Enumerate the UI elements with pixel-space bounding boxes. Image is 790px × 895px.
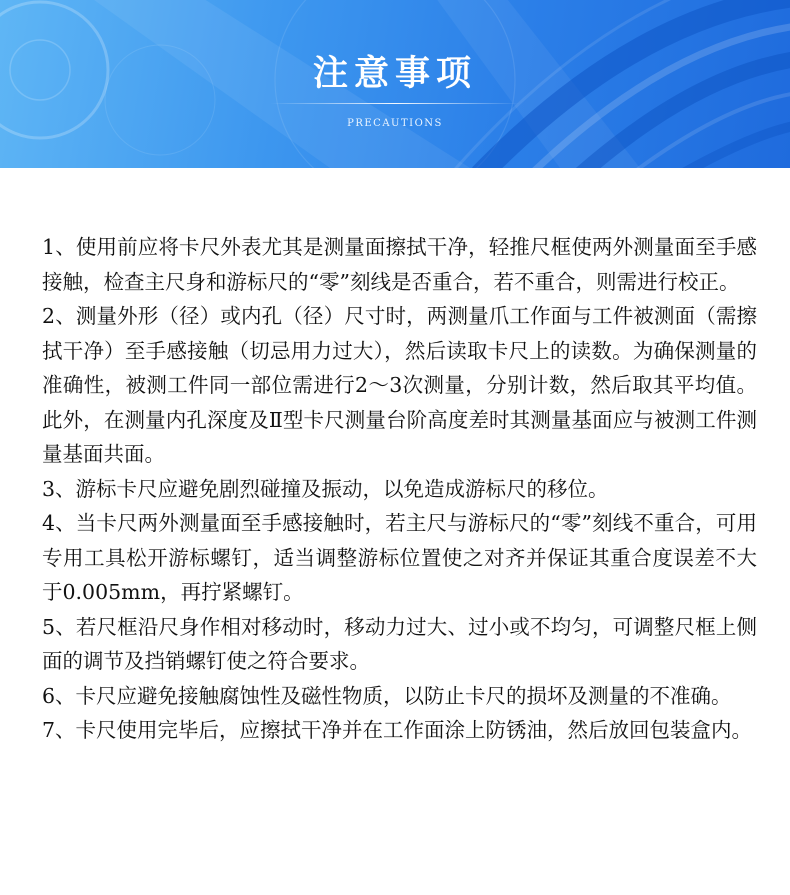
list-item: 4、当卡尺两外测量面至手感接触时，若主尺与游标尺的“零”刻线不重合，可用专用工具松开游标螺钉，适当调整游标位置使之对齐并保证其重合度误差不大于0.005mm，再拧紧螺钉。 <box>42 511 757 604</box>
list-item: 5、若尺框沿尺身作相对移动时，移动力过大、过小或不均匀，可调整尺框上侧面的调节及挡销螺钉使之符合要求。 <box>42 614 757 673</box>
list-item: 2、测量外形（径）或内孔（径）尺寸时，两测量爪工作面与工件被测面（需擦拭干净）至手感接触（切忌用力过大），然后读取卡尺上的读数。为确保测量的准确性，被测工件同一部位需进行2～3次测量，分别计数，然后取其平均值。此外，在测量内孔深度及Ⅱ型卡尺测量台阶高度差时其测量基面应与被测工件测量基面共面。 <box>42 304 757 466</box>
page-title: 注意事项 <box>312 54 477 94</box>
list-item: 3、游标卡尺应避免剧烈碰撞及振动，以免造成游标尺的移位。 <box>42 476 609 501</box>
header-banner <box>0 0 790 168</box>
precautions-list <box>42 230 757 748</box>
list-item: 7、卡尺使用完毕后，应擦拭干净并在工作面涂上防锈油，然后放回包装盒内。 <box>42 718 753 742</box>
list-item: 6、卡尺应避免接触腐蚀性及磁性物质，以防止卡尺的损坏及测量的不准确。 <box>42 683 732 708</box>
page-subtitle: PRECAUTIONS <box>347 118 443 129</box>
list-item: 1、使用前应将卡尺外表尤其是测量面擦拭干净，轻推尺框使两外测量面至手感接触，检查主尺身和游标尺的“零”刻线是否重合，若不重合，则需进行校正。 <box>42 235 757 294</box>
title-divider <box>270 103 520 104</box>
